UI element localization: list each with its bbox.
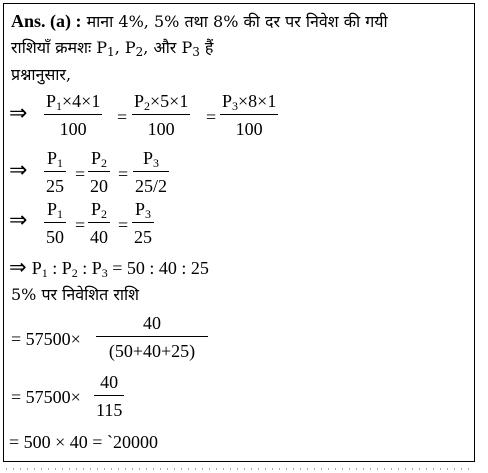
step3-fraction-2	[88, 200, 110, 246]
fraction-denominator: 25/2	[135, 176, 168, 196]
bottom-dotted-line	[0, 464, 488, 473]
fraction-denominator: 40	[90, 227, 108, 247]
calc1-fraction	[96, 314, 208, 360]
fraction-denominator: 115	[96, 400, 123, 420]
answer-line-2: राशियाँ क्रमशः $P_1$, $P_2$, और $P_3$ हैं	[11, 38, 214, 59]
equals-sign: =	[118, 215, 129, 235]
final-result-line: = 500 × 40 = `20000	[9, 432, 158, 452]
step1-fraction-1	[44, 92, 102, 138]
fraction-bar	[132, 114, 190, 115]
fraction-denominator: 100	[235, 119, 263, 139]
fraction-numerator: 40	[100, 372, 119, 392]
fraction-bar	[88, 171, 110, 172]
fraction-denominator: 20	[90, 176, 108, 196]
fraction-numerator: $P_3\times 8\times 1$	[222, 91, 277, 113]
answer-line-1	[11, 12, 388, 30]
implies-arrow-2: ⇒	[9, 158, 28, 183]
calc2-fraction	[94, 373, 124, 419]
fraction-denominator: 50	[46, 227, 64, 247]
equals-sign: =	[117, 107, 128, 127]
fraction-bar	[96, 336, 208, 337]
step1-fraction-2	[132, 92, 190, 138]
step3-fraction-1	[44, 200, 66, 246]
fraction-numerator: $P_1\times 4\times 1$	[46, 91, 101, 113]
fraction-numerator: $P_1$	[46, 199, 63, 221]
implies-arrow-1: ⇒	[9, 101, 28, 126]
fraction-denominator: 25	[134, 227, 152, 247]
calc1-lhs: = 57500×	[11, 329, 81, 349]
implies-arrow-3: ⇒	[9, 208, 28, 233]
fraction-numerator: $P_2$	[90, 148, 107, 170]
ratio-line	[9, 257, 209, 278]
implies-arrow-4: ⇒	[9, 255, 27, 279]
step2-fraction-1	[44, 149, 66, 195]
fraction-denominator: 100	[59, 119, 87, 139]
equals-sign: =	[75, 215, 86, 235]
fraction-denominator: 25	[46, 176, 64, 196]
step1-fraction-3	[220, 92, 278, 138]
fraction-numerator: 40	[143, 313, 161, 333]
ratio-text: $P_1$ : $P_2$ : $P_3 = 50$ : 40 : 25	[31, 258, 209, 280]
fraction-bar	[44, 222, 66, 223]
fraction-bar	[44, 171, 66, 172]
fraction-numerator: $P_2$	[90, 199, 107, 221]
equals-sign: =	[118, 164, 129, 184]
fraction-bar	[133, 171, 169, 172]
step2-fraction-3	[133, 149, 169, 195]
answer-line-3: प्रश्नानुसार,	[11, 65, 72, 84]
calc2-lhs: = 57500×	[11, 387, 81, 407]
answer-intro: माना 4%, 5% तथा 8% की दर पर निवेश की गयी	[86, 12, 388, 31]
fraction-numerator: $P_3$	[143, 148, 160, 170]
share-heading: 5% पर निवेशित राशि	[11, 285, 140, 304]
step2-fraction-2	[88, 149, 110, 195]
fraction-denominator: 100	[147, 119, 175, 139]
equals-sign: =	[206, 107, 217, 127]
fraction-bar	[94, 395, 124, 396]
equals-sign: =	[75, 164, 86, 184]
fraction-numerator: $P_1$	[46, 148, 63, 170]
fraction-bar	[132, 222, 154, 223]
fraction-bar	[44, 114, 102, 115]
fraction-numerator: $P_3$	[134, 199, 151, 221]
fraction-bar	[220, 114, 278, 115]
answer-label: Ans. (a) :	[11, 11, 82, 31]
fraction-bar	[88, 222, 110, 223]
step3-fraction-3	[132, 200, 154, 246]
fraction-denominator: (50+40+25)	[108, 341, 196, 361]
fraction-numerator: $P_2\times 5\times 1$	[134, 91, 189, 113]
